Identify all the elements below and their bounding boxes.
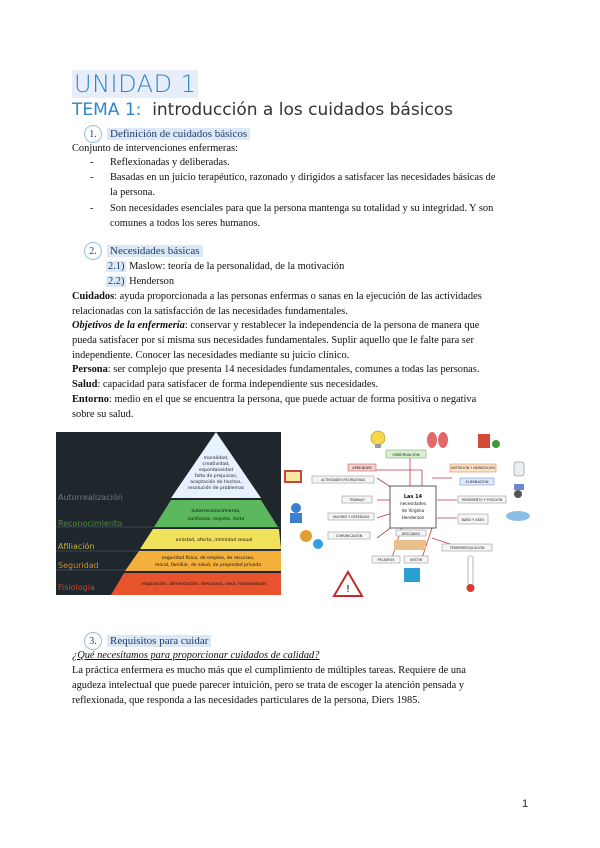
definition-salud: Salud: capacidad para satisfacer de forma independiente sus necesidades. bbox=[72, 379, 379, 390]
section-number-badge: 1. bbox=[84, 125, 102, 143]
tema-title: TEMA 1: introducción a los cuidados básicos bbox=[72, 100, 454, 120]
svg-text:MOVIMIENTO Y POSICIÓN: MOVIMIENTO Y POSICIÓN bbox=[461, 498, 503, 502]
svg-text:necesidades: necesidades bbox=[399, 501, 427, 506]
svg-text:falta de prejuicios,: falta de prejuicios, bbox=[194, 474, 238, 479]
chat-icon bbox=[300, 530, 323, 549]
definition-cuidados: Cuidados: ayuda proporcionada a las personas enfermas o sanas en la ejecución de las actividades bbox=[72, 291, 482, 302]
henderson-needs-diagram bbox=[282, 428, 540, 598]
svg-text:VALORES Y CREENCIAS: VALORES Y CREENCIAS bbox=[332, 515, 370, 519]
svg-text:resolución de problemas: resolución de problemas bbox=[187, 486, 245, 491]
subsection-henderson: 2.2) Henderson bbox=[108, 276, 175, 287]
people-icon bbox=[290, 503, 302, 523]
section-2-heading bbox=[84, 242, 203, 260]
bed-icon bbox=[394, 540, 426, 550]
paragraph-line: La práctica enfermera es mucho más que el cumplimiento de múltiples tareas. Requiere de una bbox=[72, 665, 466, 676]
section-3-question: ¿Qué necesitamos para proporcionar cuidados de calidad? bbox=[72, 650, 320, 661]
svg-text:PELIGROS: PELIGROS bbox=[377, 558, 395, 562]
shirt-icon bbox=[404, 568, 420, 582]
svg-text:NUTRICIÓN Y HIDRATACIÓN: NUTRICIÓN Y HIDRATACIÓN bbox=[451, 466, 495, 470]
svg-text:amistad, afecto, intimidad sex: amistad, afecto, intimidad sexual bbox=[175, 538, 253, 543]
section-number-badge: 2. bbox=[84, 242, 102, 260]
lungs-icon bbox=[427, 432, 448, 448]
thermometer-icon bbox=[467, 556, 475, 592]
svg-text:Las 14: Las 14 bbox=[403, 494, 423, 500]
svg-text:Reconocimiento: Reconocimiento bbox=[58, 519, 123, 528]
warning-icon bbox=[334, 572, 362, 596]
definition-persona: Persona: ser complejo que presenta 14 necesidades fundamentales, comunes a todas las personas. bbox=[72, 364, 480, 375]
svg-text:Henderson: Henderson bbox=[401, 515, 425, 520]
svg-text:COMUNICACIÓN: COMUNICACIÓN bbox=[335, 534, 363, 538]
svg-text:TRABAJO: TRABAJO bbox=[349, 498, 365, 502]
section-title: Definición de cuidados básicos bbox=[107, 128, 250, 140]
definition-objetivos-cont: independiente. Conocer las necesidades mediante su juicio clínico. bbox=[72, 350, 350, 361]
svg-text:Fisiología: Fisiología bbox=[58, 583, 95, 592]
svg-text:autorreconocimiento,: autorreconocimiento, bbox=[191, 509, 241, 514]
svg-text:VESTIR: VESTIR bbox=[409, 558, 423, 562]
paragraph-line: agudeza intelectual que puede parecer intuición, pero se trata de escoger la atención pensada y bbox=[72, 680, 465, 691]
definition-cuidados-cont: relacionadas con la satisfacción de las necesidades fundamentales. bbox=[72, 306, 348, 317]
svg-text:!: ! bbox=[345, 584, 351, 595]
svg-text:BAÑO Y ASEO: BAÑO Y ASEO bbox=[461, 518, 485, 522]
toilet-icon bbox=[514, 462, 524, 476]
svg-text:Seguridad: Seguridad bbox=[58, 561, 99, 570]
svg-text:APRENDER: APRENDER bbox=[352, 466, 372, 470]
definition-entorno: Entorno: medio en el que se encuentra la persona, que puede actuar de forma positiva o negativa bbox=[72, 394, 477, 405]
svg-text:seguridad física, de empleo, d: seguridad física, de empleo, de recursos, bbox=[161, 556, 255, 561]
svg-text:de Virginia: de Virginia bbox=[401, 508, 425, 513]
lightbulb-icon bbox=[371, 431, 385, 448]
paragraph-line: reflexionada, que responda a las necesidades particulares de la persona, Diers 1985. bbox=[72, 695, 420, 706]
svg-text:espontaneidad: espontaneidad bbox=[198, 468, 234, 473]
document-page: UNIDAD 1 TEMA 1: introducción a los cuidados básicos 1. Definición de cuidados básicos Conjunto de intervenciones enfermeras: - Reflexionadas y deliberadas. - Basadas en un juicio terapéutico, razonado y dirigidos a satisfacer las necesidades básicas de la persona. - Son necesidades esenciales para que la persona mantenga su totalidad y su integridad. Y son comunes a todos los seres humanos. 2. Necesidades básicas 2.1) Maslow: teoría de la personalidad, de la motivación 2.2) Henderson Cuidados: ayuda proporcionada a las personas enfermas o sanas en la ejecución de las actividades relacionadas con la satisfacción de las necesidades fundamentales. Objetivos de la enfermería: conservar y restablecer la independencia de la persona de manera que pueda satisfacer por sí misma sus necesidades fundamentales. Suplir aquello que le falte para ser independiente. Conocer las necesidades mediante su juicio clínico. Persona: ser complejo que presenta 14 necesidades fundamentales, comunes a todas las personas. Salud: capacidad para satisfacer de forma independiente sus necesidades. Entorno: medio en el que se encuentra la persona, que puede actuar de forma positiva o negativa sobre su salud. moralidad, creatividad, espontaneidad falta de prejuicios, aceptación de hechos, resolución de problemas autorreconocimiento, confianza, respeto, éxito amistad, afecto, intimidad sexual seguridad física, de empleo, de recursos, moral, familiar, de salud, de propiedad privada respiración, alimentación, descanso, sexo, homeostasis Autorrealización Reconocimiento Afiliación Seguridad Fisiología Las 14 necesidades de Virginia Henderson OBSERVACIÓN APRENDER NUTRICIÓN Y HIDRATACIÓN ELIMINACIÓN ACTIVIDADES RECREATIVAS TRABAJO MOVIMIENTO Y POSICIÓN VALORES Y CREENCIAS BAÑO Y ASEO COMUNICACIÓN PELIGROS VESTIR TERMORREGULACIÓN DESCANSO ! 3. Requisitos para cuidar ¿Qué necesitamos para proporcionar cuidados de calidad? La práctica enfermera es mucho más que el cumplimiento de múltiples tareas. Requiere de una agudeza intelectual que puede parecer intuición, pero se trata de escoger la atención pensada y reflexionada, que responda a las necesidades particulares de la persona, Diers 1985. 1 bbox=[0, 0, 600, 848]
section-title: Necesidades básicas bbox=[107, 245, 203, 257]
svg-text:creatividad,: creatividad, bbox=[202, 462, 230, 467]
subsection-maslow: 2.1) Maslow: teoría de la personalidad, de la motivación bbox=[108, 261, 345, 272]
svg-text:Autorrealización: Autorrealización bbox=[58, 493, 123, 502]
svg-text:confianza, respeto, éxito: confianza, respeto, éxito bbox=[187, 517, 245, 522]
svg-text:TERMORREGULACIÓN: TERMORREGULACIÓN bbox=[449, 546, 485, 550]
svg-text:aceptación de hechos,: aceptación de hechos, bbox=[190, 480, 242, 485]
svg-text:ACTIVIDADES RECREATIVAS: ACTIVIDADES RECREATIVAS bbox=[320, 478, 366, 482]
definition-objetivos: Objetivos de la enfermería: conservar y restablecer la independencia de la persona de manera que bbox=[72, 320, 480, 331]
pyramid-level-4 bbox=[125, 551, 281, 571]
unit-title: UNIDAD 1 bbox=[74, 70, 197, 98]
page-number: 1 bbox=[522, 798, 529, 810]
svg-text:DESCANSO: DESCANSO bbox=[401, 532, 421, 536]
svg-text:moralidad,: moralidad, bbox=[203, 456, 229, 461]
maslow-pyramid-image bbox=[56, 432, 281, 595]
svg-text:OBSERVACIÓN: OBSERVACIÓN bbox=[392, 452, 420, 457]
svg-text:ELIMINACIÓN: ELIMINACIÓN bbox=[465, 480, 489, 484]
definition-objetivos-cont: pueda satisfacer por sí misma sus necesidades fundamentales. Suplir aquello que le falte para ser bbox=[72, 335, 474, 346]
section-title: Requisitos para cuidar bbox=[107, 635, 211, 647]
bath-icon bbox=[506, 511, 530, 521]
svg-text:moral, familiar, de salud, de: moral, familiar, de salud, de propiedad privada bbox=[155, 563, 261, 568]
diagram-center-box bbox=[390, 486, 436, 528]
section-number-badge: 3. bbox=[84, 632, 102, 650]
svg-text:respiración, alimentación, des: respiración, alimentación, descanso, sexo, homeostasis bbox=[141, 582, 267, 587]
scooter-icon bbox=[514, 484, 524, 498]
intro-text: Conjunto de intervenciones enfermeras: bbox=[72, 143, 238, 154]
definition-entorno-cont: sobre su salud. bbox=[72, 409, 134, 420]
tv-icon bbox=[284, 470, 302, 483]
svg-text:Afiliación: Afiliación bbox=[58, 542, 95, 551]
food-icon bbox=[478, 434, 500, 448]
